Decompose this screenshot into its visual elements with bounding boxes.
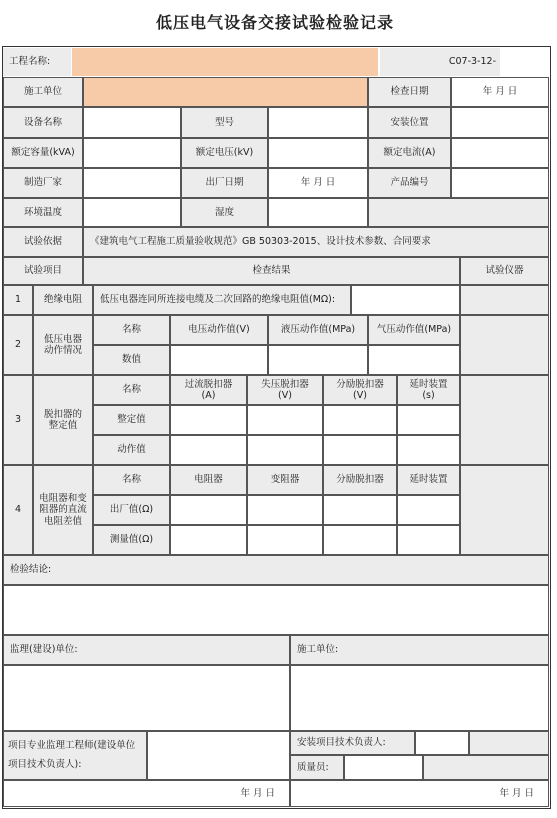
row2-hydraulic-field[interactable] — [268, 345, 368, 375]
install-location-field[interactable] — [451, 107, 549, 138]
row4-no: 4 — [3, 465, 33, 555]
row4-name: 电阻器和变阻器的直流电阻差值 — [33, 465, 93, 555]
test-item-header: 试验项目 — [3, 257, 83, 285]
model-label: 型号 — [181, 107, 268, 138]
row2-header-voltage: 电压动作值(V) — [170, 315, 268, 345]
row4-instrument — [460, 465, 549, 555]
row4-factory-rheostat-field[interactable] — [247, 495, 323, 525]
manufacturer-label: 制造厂家 — [3, 168, 83, 198]
row3-header-shunt: 分励脱扣器(V) — [323, 375, 397, 405]
row4-measured-delay-field[interactable] — [397, 525, 460, 555]
qc-person-field[interactable] — [344, 755, 423, 780]
row4-header-shunt: 分励脱扣器 — [323, 465, 397, 495]
row2-header-pneumatic: 气压动作值(MPa) — [368, 315, 460, 345]
row3-header-overcurrent: 过流脱扣器(A) — [170, 375, 247, 405]
humidity-field[interactable] — [268, 198, 368, 227]
row3-name: 脱扣器的整定值 — [33, 375, 93, 465]
row4-factory-delay-field[interactable] — [397, 495, 460, 525]
row3-instrument — [460, 375, 549, 465]
row2-name: 低压电器动作情况 — [33, 315, 93, 375]
row4-measured-shunt-field[interactable] — [323, 525, 397, 555]
manufacturer-field[interactable] — [83, 168, 181, 198]
rated-capacity-label: 额定容量(kVA) — [3, 138, 83, 168]
construction-unit-field[interactable] — [83, 77, 368, 107]
row1-text: 低压电器连同所连接电缆及二次回路的绝缘电阻值(MΩ): — [93, 285, 351, 315]
product-no-field[interactable] — [451, 168, 549, 198]
project-name-field[interactable] — [72, 48, 378, 76]
doc-code: C07-3-12- — [380, 48, 500, 76]
construction-unit-label: 施工单位 — [3, 77, 83, 107]
row3-action-undervoltage-field[interactable] — [247, 435, 323, 465]
conclusion-label: 检验结论: — [3, 555, 549, 585]
check-result-header: 检查结果 — [83, 257, 460, 285]
rated-current-field[interactable] — [451, 138, 549, 168]
rated-voltage-field[interactable] — [268, 138, 368, 168]
qc-person-blank — [423, 755, 549, 780]
row4-header-delay: 延时装置 — [397, 465, 460, 495]
rated-capacity-field[interactable] — [83, 138, 181, 168]
model-field[interactable] — [268, 107, 368, 138]
row3-header-undervoltage: 失压脱扣器(V) — [247, 375, 323, 405]
construction-sign-date[interactable]: 年 月 日 — [290, 780, 549, 807]
row3-action-overcurrent-field[interactable] — [170, 435, 247, 465]
row4-factory-shunt-field[interactable] — [323, 495, 397, 525]
row1-name: 绝缘电阻 — [33, 285, 93, 315]
tech-leader-label: 安装项目技术负责人: — [290, 731, 415, 755]
row4-measured-rheostat-field[interactable] — [247, 525, 323, 555]
ambient-temp-label: 环境温度 — [3, 198, 83, 227]
humidity-label: 湿度 — [181, 198, 268, 227]
row4-measured-resistor-field[interactable] — [170, 525, 247, 555]
ambient-temp-field[interactable] — [83, 198, 181, 227]
check-date-field[interactable]: 年 月 日 — [451, 77, 549, 107]
row3-action-delay-field[interactable] — [397, 435, 460, 465]
supervisor-sign-date[interactable]: 年 月 日 — [3, 780, 290, 807]
row4-col-name: 名称 — [93, 465, 170, 495]
ambient-blank — [368, 198, 549, 227]
install-location-label: 安装位置 — [368, 107, 451, 138]
row3-setting-overcurrent-field[interactable] — [170, 405, 247, 435]
equipment-name-label: 设备名称 — [3, 107, 83, 138]
product-no-label: 产品编号 — [368, 168, 451, 198]
rated-current-label: 额定电流(A) — [368, 138, 451, 168]
row4-measured-label: 测量值(Ω) — [93, 525, 170, 555]
check-date-label: 检查日期 — [368, 77, 451, 107]
supervisor-engineer-label: 项目专业监理工程师(建设单位项目技术负责人): — [3, 731, 147, 780]
row3-col-name: 名称 — [93, 375, 170, 405]
equipment-name-field[interactable] — [83, 107, 181, 138]
supervision-unit-field[interactable] — [3, 665, 290, 731]
row3-no: 3 — [3, 375, 33, 465]
row3-action-label: 动作值 — [93, 435, 170, 465]
form-title: 低压电气设备交接试验检验记录 — [155, 13, 394, 32]
row2-value-label: 数值 — [93, 345, 170, 375]
row1-no: 1 — [3, 285, 33, 315]
row3-setting-label: 整定值 — [93, 405, 170, 435]
row2-instrument — [460, 315, 549, 375]
row4-factory-resistor-field[interactable] — [170, 495, 247, 525]
doc-code-field[interactable] — [500, 48, 549, 76]
row3-setting-delay-field[interactable] — [397, 405, 460, 435]
row3-action-shunt-field[interactable] — [323, 435, 397, 465]
supervisor-engineer-field[interactable] — [147, 731, 290, 780]
row1-value-field[interactable] — [351, 285, 460, 315]
basis-text: 《建筑电气工程施工质量验收规范》GB 50303-2015、设计技术参数、合同要求 — [83, 227, 549, 257]
row3-setting-undervoltage-field[interactable] — [247, 405, 323, 435]
row4-header-resistor: 电阻器 — [170, 465, 247, 495]
row4-header-rheostat: 变阻器 — [247, 465, 323, 495]
basis-label: 试验依据 — [3, 227, 83, 257]
row1-instrument — [460, 285, 549, 315]
row2-col-name: 名称 — [93, 315, 170, 345]
row2-no: 2 — [3, 315, 33, 375]
rated-voltage-label: 额定电压(kV) — [181, 138, 268, 168]
supervision-unit-label: 监理(建设)单位: — [3, 635, 290, 665]
row2-pneumatic-field[interactable] — [368, 345, 460, 375]
row2-header-hydraulic: 液压动作值(MPa) — [268, 315, 368, 345]
factory-date-field[interactable]: 年 月 日 — [268, 168, 368, 198]
row4-factory-label: 出厂值(Ω) — [93, 495, 170, 525]
factory-date-label: 出厂日期 — [181, 168, 268, 198]
signature-construction-unit-label: 施工单位: — [290, 635, 549, 665]
construction-unit-signature-field[interactable] — [290, 665, 549, 731]
conclusion-field[interactable] — [3, 585, 549, 635]
row3-header-delay: 延时装置(s) — [397, 375, 460, 405]
row3-setting-shunt-field[interactable] — [323, 405, 397, 435]
qc-person-label: 质量员: — [290, 755, 344, 780]
project-name-label: 工程名称: — [3, 48, 71, 76]
row2-voltage-field[interactable] — [170, 345, 268, 375]
tech-leader-blank — [469, 731, 549, 755]
instrument-header: 试验仪器 — [460, 257, 549, 285]
tech-leader-field[interactable] — [415, 731, 469, 755]
